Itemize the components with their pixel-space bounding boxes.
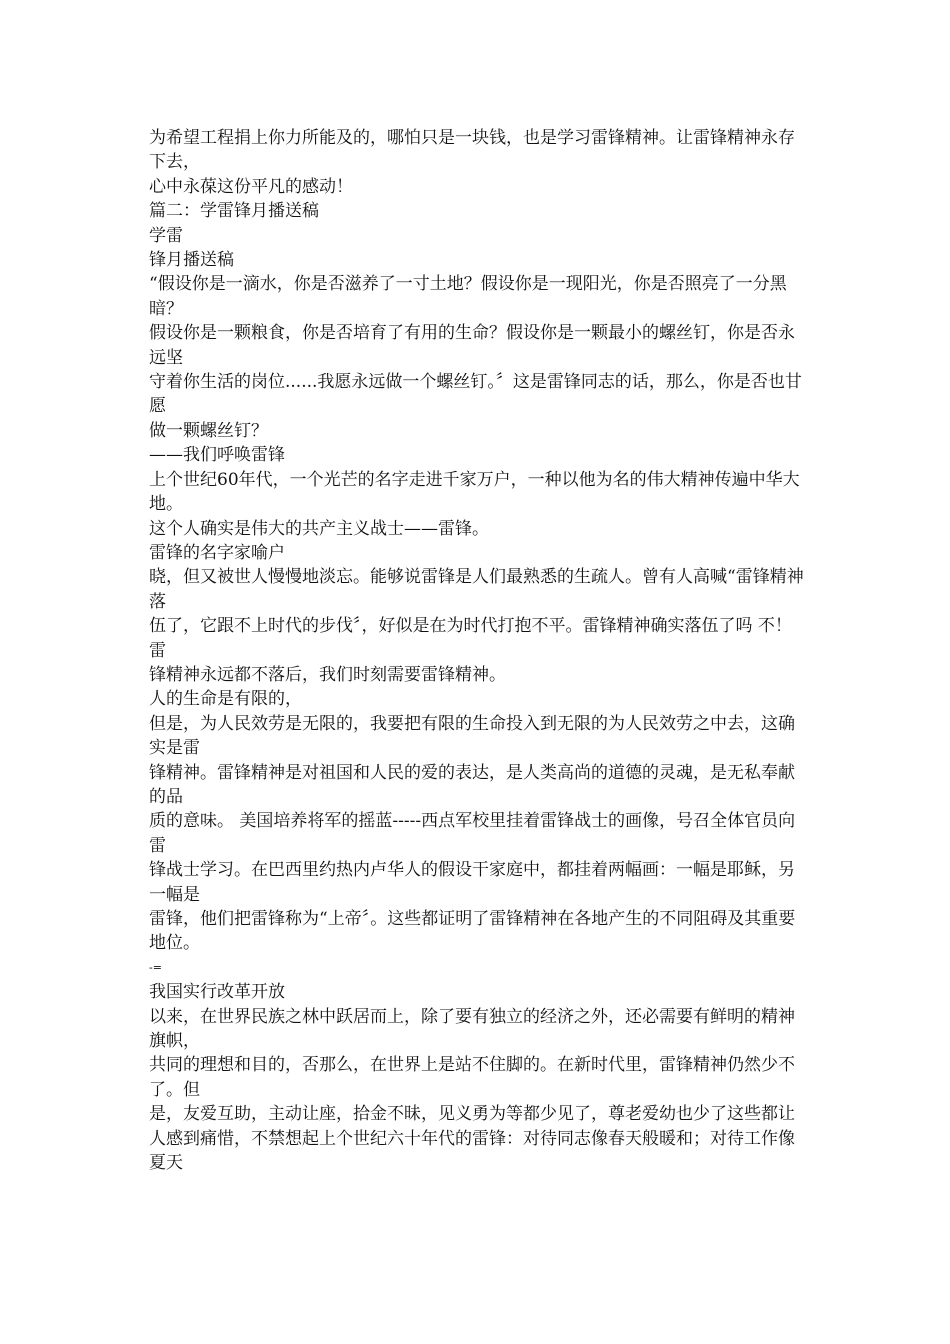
- text-line: 雷锋，他们把雷锋称为“上帝〞。这些都证明了雷锋精神在各地产生的不同阻碍及其重要地位。: [149, 909, 796, 954]
- text-line: 是，友爱互助，主动让座，拾金不昧，见义勇为等都少见了，尊老爱幼也少了这些都让: [149, 1104, 795, 1125]
- text-line: 以来，在世界民族之林中跃居而上，除了要有独立的经济之外，还必需要有鲜明的精神旗帜，: [149, 1006, 795, 1052]
- text-line: 假设你是一颗粮食，你是否培育了有用的生命？假设你是一颗最小的螺丝钉，你是否永远坚: [149, 323, 795, 368]
- text-line: 做一颗螺丝钉？: [149, 420, 268, 441]
- text-line: 雷锋的名字家喻户: [149, 542, 285, 563]
- text-line: 锋精神。雷锋精神是对祖国和人民的爱的表达，是人类高尚的道德的灵魂，是无私奉献的品: [149, 762, 795, 807]
- text-line: 但是，为人民效劳是无限的，我要把有限的生命投入到无限的为人民效劳之中去，这确实是雷: [149, 713, 795, 759]
- text-line: 锋月播送稿: [149, 250, 234, 271]
- text-line: 心中永葆这份平凡的感动！: [149, 176, 353, 197]
- text-line: 伍了，它跟不上时代的步伐〞，好似是在为时代打抱不平。雷锋精神确实落伍了吗 不！雷: [149, 616, 792, 661]
- text-line: 锋精神永远都不落后，我们时刻需要雷锋精神。: [149, 664, 506, 685]
- separator-mark: -=: [149, 960, 162, 974]
- text-line: 共同的理想和目的，否那么，在世界上是站不住脚的。在新时代里，雷锋精神仍然少不了。但: [149, 1055, 795, 1100]
- text-line: 为希望工程捐上你力所能及的，哪怕只是一块钱，也是学习雷锋精神。让雷锋精神永存下去，: [149, 128, 795, 173]
- section-heading: 篇二：学雷锋月播送稿: [149, 201, 319, 222]
- text-line: 我国实行改革开放: [149, 982, 285, 1003]
- text-line: 上个世纪60年代，一个光芒的名字走进千家万户，一种以他为名的伟大精神传遍中华大地。: [149, 469, 800, 515]
- text-line: 学雷: [149, 225, 183, 246]
- text-line: 守着你生活的岗位......我愿永远做一个螺丝钉。〞这是雷锋同志的话，那么，你是否也甘愿: [149, 372, 802, 417]
- text-line: 这个人确实是伟大的共产主义战士——雷锋。: [149, 518, 489, 539]
- text-line: ——我们呼唤雷锋: [149, 445, 285, 466]
- document-body: [149, 126, 805, 1175]
- text-line: 晓，但又被世人慢慢地淡忘。能够说雷锋是人们最熟悉的生疏人。曾有人高喊“雷锋精神落: [149, 567, 804, 612]
- text-line: 人的生命是有限的，: [149, 689, 302, 710]
- text-line: 锋战士学习。在巴西里约热内卢华人的假设干家庭中，都挂着两幅画：一幅是耶稣，另一幅是: [149, 860, 795, 905]
- text-line: 质的意味。 美国培养将军的摇蓝-----西点军校里挂着雷锋战士的画像，号召全体官员向雷: [149, 811, 796, 856]
- text-line: 人感到痛惜，不禁想起上个世纪六十年代的雷锋：对待同志像春天般暖和；对待工作像夏天: [149, 1128, 795, 1174]
- text-line: “假设你是一滴水，你是否滋养了一寸土地？假设你是一现阳光，你是否照亮了一分黑暗？: [149, 274, 787, 319]
